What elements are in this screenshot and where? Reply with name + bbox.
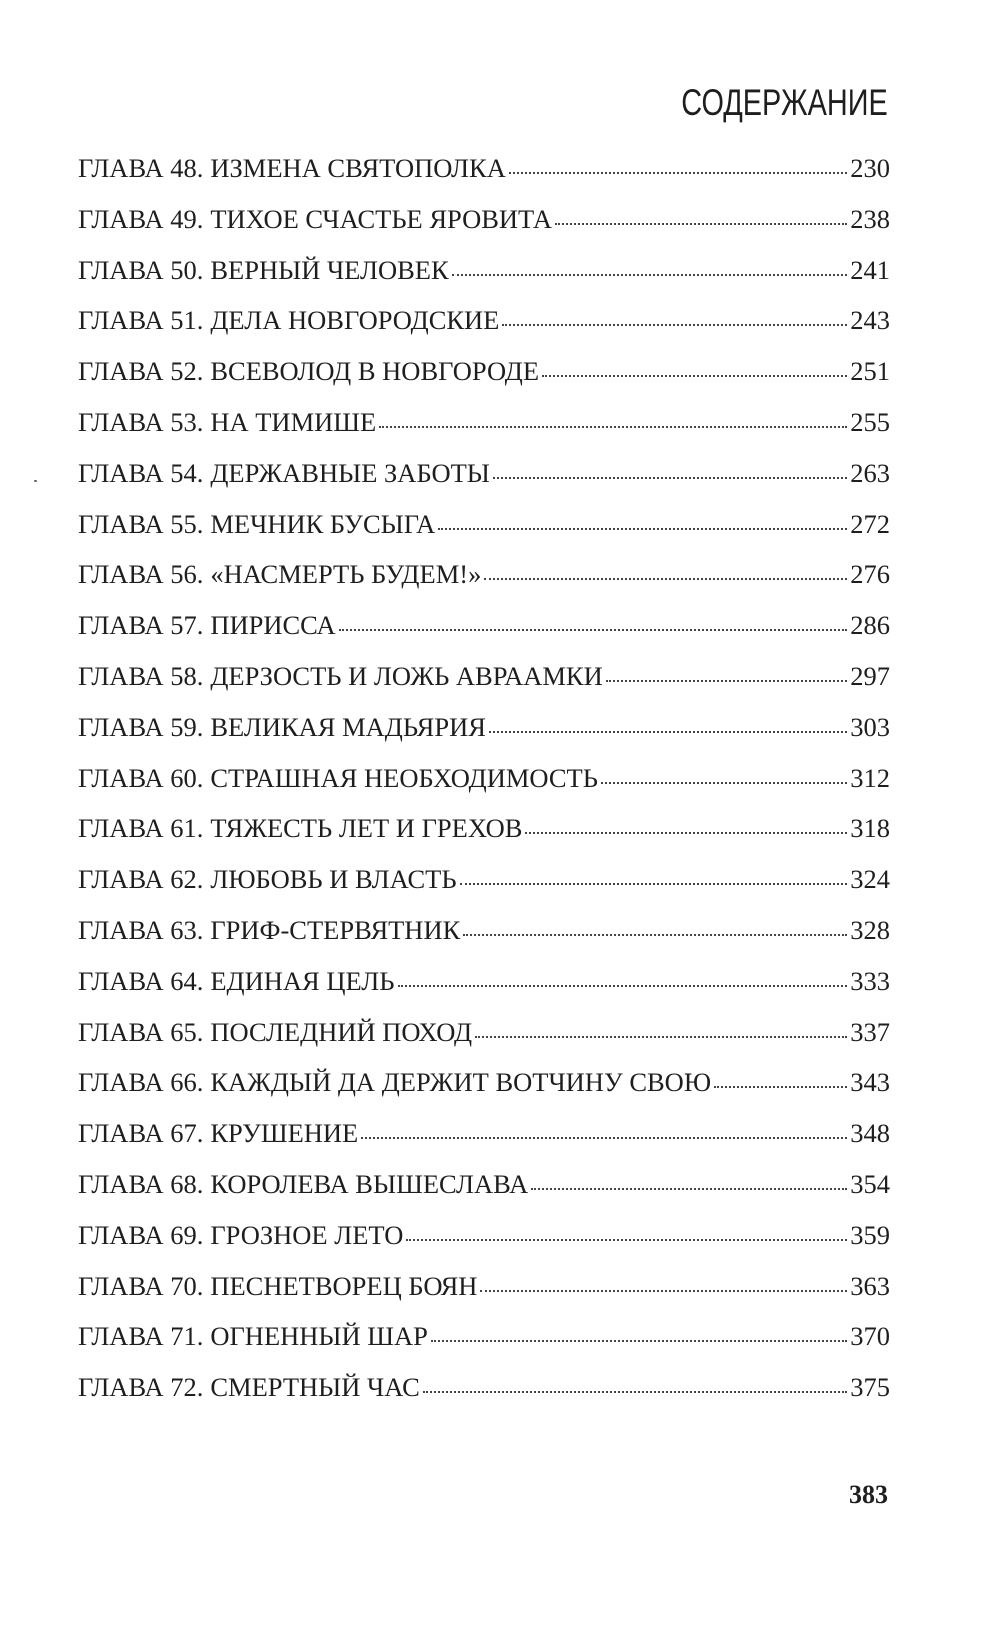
chapter-title: НА ТИМИШЕ — [210, 406, 377, 437]
chapter-page-number: 343 — [850, 1067, 890, 1098]
chapter-title: ДЕРЖАВНЫЕ ЗАБОТЫ — [210, 457, 490, 488]
chapter-page-number: 348 — [850, 1118, 890, 1149]
chapter-number: ГЛАВА 55. — [78, 508, 204, 539]
dot-leader — [542, 375, 847, 377]
toc-entry[interactable] — [78, 763, 890, 814]
chapter-title: ЛЮБОВЬ И ВЛАСТЬ — [210, 864, 457, 895]
chapter-number: ГЛАВА 52. — [78, 356, 204, 387]
chapter-title: ПИРИССА — [210, 610, 336, 641]
chapter-number: ГЛАВА 70. — [78, 1270, 204, 1301]
chapter-number: ГЛАВА 69. — [78, 1219, 204, 1250]
chapter-number: ГЛАВА 61. — [78, 813, 204, 844]
chapter-page-number: 243 — [850, 305, 890, 336]
toc-entry[interactable] — [78, 356, 890, 407]
toc-entry-label — [78, 1271, 477, 1302]
chapter-number: ГЛАВА 57. — [78, 610, 204, 641]
toc-entry-label — [78, 763, 598, 794]
chapter-title: ГРИФ-СТЕРВЯТНИК — [210, 914, 461, 945]
dot-leader — [489, 731, 847, 733]
toc-entry-label — [78, 915, 460, 946]
chapter-title: ГРОЗНОЕ ЛЕТО — [210, 1219, 404, 1250]
toc-entry-label — [78, 712, 486, 743]
toc-entry[interactable] — [78, 1372, 890, 1423]
toc-entry[interactable] — [78, 204, 890, 255]
chapter-page-number: 312 — [850, 762, 890, 793]
chapter-page-number: 375 — [850, 1372, 890, 1403]
chapter-number: ГЛАВА 49. — [78, 203, 204, 234]
chapter-number: ГЛАВА 68. — [78, 1168, 204, 1199]
dot-leader — [601, 782, 847, 784]
chapter-page-number: 303 — [850, 711, 890, 742]
chapter-page-number: 359 — [850, 1219, 890, 1250]
dot-leader — [406, 1239, 847, 1241]
dot-leader — [475, 1036, 847, 1038]
toc-entry[interactable] — [78, 559, 890, 610]
chapter-number: ГЛАВА 66. — [78, 1067, 204, 1098]
chapter-title: ТИХОЕ СЧАСТЬЕ ЯРОВИТА — [210, 203, 553, 234]
chapter-number: ГЛАВА 58. — [78, 660, 204, 691]
dot-leader — [398, 985, 848, 987]
chapter-page-number: 333 — [850, 965, 890, 996]
toc-entry-label — [78, 864, 457, 895]
chapter-page-number: 354 — [850, 1168, 890, 1199]
chapter-title: КОРОЛЕВА ВЫШЕСЛАВА — [210, 1168, 529, 1199]
chapter-title: СТРАШНАЯ НЕОБХОДИМОСТЬ — [210, 762, 598, 793]
toc-entry[interactable] — [78, 1118, 890, 1169]
toc-entry[interactable] — [78, 458, 890, 509]
dot-leader — [339, 629, 848, 631]
chapter-title: ЕДИНАЯ ЦЕЛЬ — [210, 965, 395, 996]
chapter-number: ГЛАВА 65. — [78, 1016, 204, 1047]
chapter-page-number: 286 — [850, 610, 890, 641]
toc-entry-label — [78, 1169, 528, 1200]
toc-entry-label — [78, 458, 490, 489]
dot-leader — [379, 426, 847, 428]
chapter-title: КАЖДЫЙ ДА ДЕРЖИТ ВОТЧИНУ СВОЮ — [210, 1067, 712, 1098]
dot-leader — [463, 934, 847, 936]
chapter-page-number: 370 — [850, 1321, 890, 1352]
toc-entry[interactable] — [78, 1321, 890, 1372]
toc-entry-label — [78, 255, 449, 286]
chapter-title: «НАСМЕРТЬ БУДЕМ!» — [210, 559, 482, 590]
toc-entry-label — [78, 407, 376, 438]
toc-entry-label — [78, 1321, 428, 1352]
dot-leader — [525, 832, 847, 834]
dot-leader — [431, 1340, 847, 1342]
toc-entry[interactable] — [78, 712, 890, 763]
chapter-page-number: 238 — [850, 203, 890, 234]
toc-entry-label — [78, 966, 395, 997]
toc-entry[interactable] — [78, 1220, 890, 1271]
chapter-page-number: 251 — [850, 356, 890, 387]
toc-entry-label — [78, 356, 539, 387]
chapter-number: ГЛАВА 51. — [78, 305, 204, 336]
toc-entry-label — [78, 559, 481, 590]
dot-leader — [493, 477, 847, 479]
chapter-title: ДЕРЗОСТЬ И ЛОЖЬ АВРААМКИ — [210, 660, 603, 691]
toc-entry[interactable] — [78, 153, 890, 204]
dot-leader — [714, 1086, 847, 1088]
toc-entry[interactable] — [78, 1169, 890, 1220]
toc-entry-label — [78, 610, 336, 641]
chapter-page-number: 318 — [850, 813, 890, 844]
toc-entry[interactable] — [78, 1067, 890, 1118]
chapter-page-number: 328 — [850, 914, 890, 945]
chapter-page-number: 255 — [850, 406, 890, 437]
chapter-title: ПОСЛЕДНИЙ ПОХОД — [210, 1016, 473, 1047]
dot-leader — [460, 883, 848, 885]
toc-entry-label — [78, 813, 522, 844]
scan-speck — [34, 480, 37, 482]
dot-leader — [423, 1391, 848, 1393]
chapter-page-number: 363 — [850, 1270, 890, 1301]
chapter-title: ВЕРНЫЙ ЧЕЛОВЕК — [210, 254, 449, 285]
toc-entry[interactable] — [78, 864, 890, 915]
chapter-number: ГЛАВА 54. — [78, 457, 204, 488]
chapter-title: ИЗМЕНА СВЯТОПОЛКА — [210, 153, 506, 183]
toc-entry[interactable] — [78, 305, 890, 356]
toc-entry[interactable] — [78, 509, 890, 560]
chapter-number: ГЛАВА 71. — [78, 1321, 204, 1352]
chapter-title: ВСЕВОЛОД В НОВГОРОДЕ — [210, 356, 540, 387]
toc-entry[interactable] — [78, 255, 890, 306]
toc-entry-label — [78, 1220, 403, 1251]
toc-entry[interactable] — [78, 661, 890, 712]
chapter-title: ПЕСНЕТВОРЕЦ БОЯН — [210, 1270, 478, 1301]
toc-entry-label — [78, 1067, 711, 1098]
dot-leader — [438, 528, 847, 530]
chapter-number: ГЛАВА 63. — [78, 914, 204, 945]
chapter-number: ГЛАВА 67. — [78, 1118, 204, 1149]
toc-entry-label — [78, 1372, 420, 1403]
table-of-contents — [78, 153, 890, 1423]
chapter-title: СМЕРТНЫЙ ЧАС — [210, 1372, 420, 1403]
toc-entry-label — [78, 153, 506, 184]
toc-entry-label — [78, 1017, 472, 1048]
chapter-number: ГЛАВА 59. — [78, 711, 204, 742]
chapter-number: ГЛАВА 60. — [78, 762, 204, 793]
toc-entry-label — [78, 509, 435, 540]
chapter-page-number: 276 — [850, 559, 890, 590]
dot-leader — [555, 223, 847, 225]
toc-entry-label — [78, 305, 499, 336]
chapter-title: ТЯЖЕСТЬ ЛЕТ И ГРЕХОВ — [210, 813, 523, 844]
toc-entry[interactable] — [78, 915, 890, 966]
chapter-page-number: 324 — [850, 864, 890, 895]
chapter-number: ГЛАВА 64. — [78, 965, 204, 996]
running-header: СОДЕРЖАНИЕ — [681, 82, 888, 123]
chapter-number: ГЛАВА 72. — [78, 1372, 204, 1403]
chapter-number: ГЛАВА 48. — [78, 153, 204, 183]
chapter-title: ОГНЕННЫЙ ШАР — [210, 1321, 428, 1352]
chapter-page-number: 263 — [850, 457, 890, 488]
toc-entry[interactable] — [78, 407, 890, 458]
toc-entry-label — [78, 1118, 358, 1149]
chapter-number: ГЛАВА 62. — [78, 864, 204, 895]
toc-entry[interactable] — [78, 813, 890, 864]
dot-leader — [502, 324, 847, 326]
chapter-number: ГЛАВА 53. — [78, 406, 204, 437]
chapter-number: ГЛАВА 56. — [78, 559, 204, 590]
chapter-title: МЕЧНИК БУСЫГА — [210, 508, 436, 539]
chapter-title: ДЕЛА НОВГОРОДСКИЕ — [210, 305, 500, 336]
toc-entry-label — [78, 661, 603, 692]
toc-entry[interactable] — [78, 1271, 890, 1322]
dot-leader — [531, 1188, 847, 1190]
chapter-number: ГЛАВА 50. — [78, 254, 204, 285]
toc-entry[interactable] — [78, 1017, 890, 1068]
toc-entry[interactable] — [78, 610, 890, 661]
chapter-page-number: 297 — [850, 660, 890, 691]
chapter-page-number: 241 — [850, 254, 890, 285]
dot-leader — [361, 1137, 847, 1139]
toc-entry[interactable] — [78, 966, 890, 1017]
dot-leader — [509, 172, 847, 174]
page-number: 383 — [849, 1480, 888, 1509]
dot-leader — [606, 680, 848, 682]
dot-leader — [484, 578, 847, 580]
chapter-page-number: 337 — [850, 1016, 890, 1047]
chapter-page-number: 272 — [850, 508, 890, 539]
chapter-title: КРУШЕНИЕ — [210, 1118, 359, 1149]
toc-entry-label — [78, 204, 552, 235]
dot-leader — [480, 1290, 847, 1292]
dot-leader — [452, 274, 848, 276]
chapter-title: ВЕЛИКАЯ МАДЬЯРИЯ — [210, 711, 486, 742]
chapter-page-number: 230 — [850, 153, 890, 183]
